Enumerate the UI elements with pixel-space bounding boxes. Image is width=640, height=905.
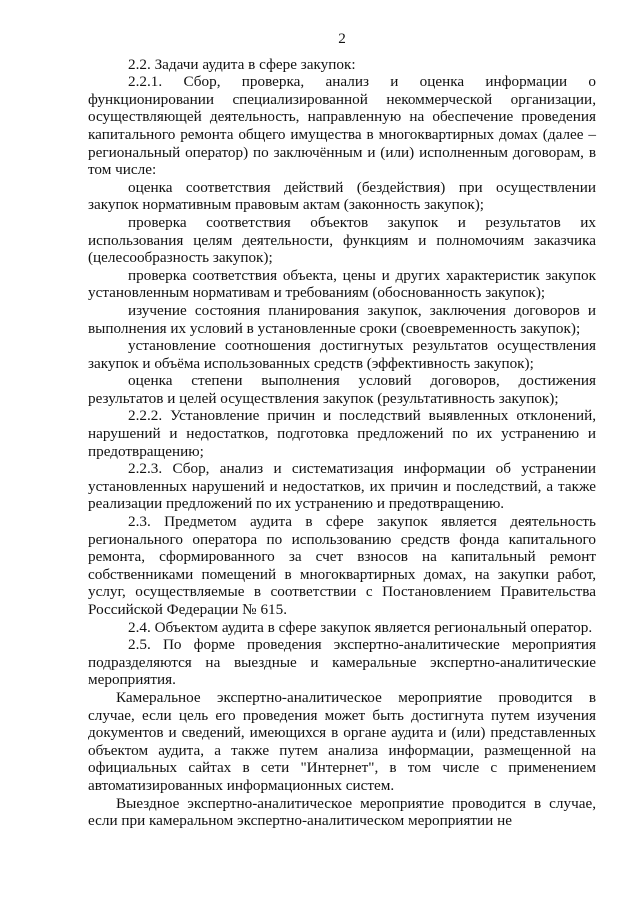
paragraph-expediency: проверка соответствия объектов закупок и результатов их использования целям деятельности, функциям и полномочиям заказчика (целесообразность закупок);: [88, 213, 596, 267]
paragraph-2-2-1: 2.2.1. Сбор, проверка, анализ и оценка информации о функционировании специализированной некоммерческой организации, осуществляющей деятельность, направленную на обеспечение проведения капитального ремонта общего имущества в многоквартирных домах (далее – региональный оператор) по заключённым и (или) исполненным договорам, в том числе:: [88, 73, 596, 179]
paragraph-effectiveness: оценка степени выполнения условий договоров, достижения результатов и целей осуществления закупок (результативность закупок);: [88, 372, 596, 407]
page-number: 2: [338, 30, 346, 47]
paragraph-field-audit: Выездное экспертно-аналитическое мероприятие проводится в случае, если при камеральном экспертно-аналитическом мероприятии не: [88, 794, 596, 830]
paragraph-2-2: 2.2. Задачи аудита в сфере закупок:: [128, 55, 356, 73]
paragraph-2-2-2: 2.2.2. Установление причин и последствий выявленных отклонений, нарушений и недостатков, подготовка предложений по их устранению и предотвращению;: [88, 407, 596, 460]
paragraph-efficiency: установление соотношения достигнутых результатов осуществления закупок и объёма использованных средств (эффективность закупок);: [88, 337, 596, 372]
paragraph-2-2-3: 2.2.3. Сбор, анализ и систематизация информации об устранении установленных нарушений и недостатков, их причин и последствий, а также реализации предложений по их устранению и предотвращению.: [88, 460, 596, 513]
paragraph-validity: проверка соответствия объекта, цены и других характеристик закупок установленным нормативам и требованиям (обоснованность закупок);: [88, 266, 596, 302]
paragraph-2-4: 2.4. Объектом аудита в сфере закупок является региональный оператор.: [128, 618, 593, 636]
paragraph-desk-audit: Камеральное экспертно-аналитическое мероприятие проводится в случае, если цель его проведения может быть достигнута путем изучения документов и сведений, имеющихся в органе аудита и (или) представленных объектом аудита, а также путем анализа информации, размещенной на официальных сайтах в сети "Интернет", в том числе с применением автоматизированных информационных систем.: [88, 688, 596, 794]
document-page: [88, 30, 596, 830]
paragraph-legality: оценка соответствия действий (бездействия) при осуществлении закупок нормативным правовым актам (законность закупок);: [88, 178, 596, 214]
paragraph-2-5: 2.5. По форме проведения экспертно-аналитические мероприятия подразделяются на выездные и камеральные экспертно-аналитические мероприятия.: [88, 636, 596, 689]
paragraph-timeliness: изучение состояния планирования закупок, заключения договоров и выполнения их условий в установленные сроки (своевременность закупок);: [88, 301, 596, 337]
paragraph-2-3: 2.3. Предметом аудита в сфере закупок является деятельность регионального оператора по использованию средств фонда капитального ремонта, сформированного за счет взносов на капитальный ремонт собственниками помещений в многоквартирных домах, на закупки работ, услуг, осуществляемые в соответствии с Постановлением Правительства Российской Федерации № 615.: [88, 513, 596, 618]
